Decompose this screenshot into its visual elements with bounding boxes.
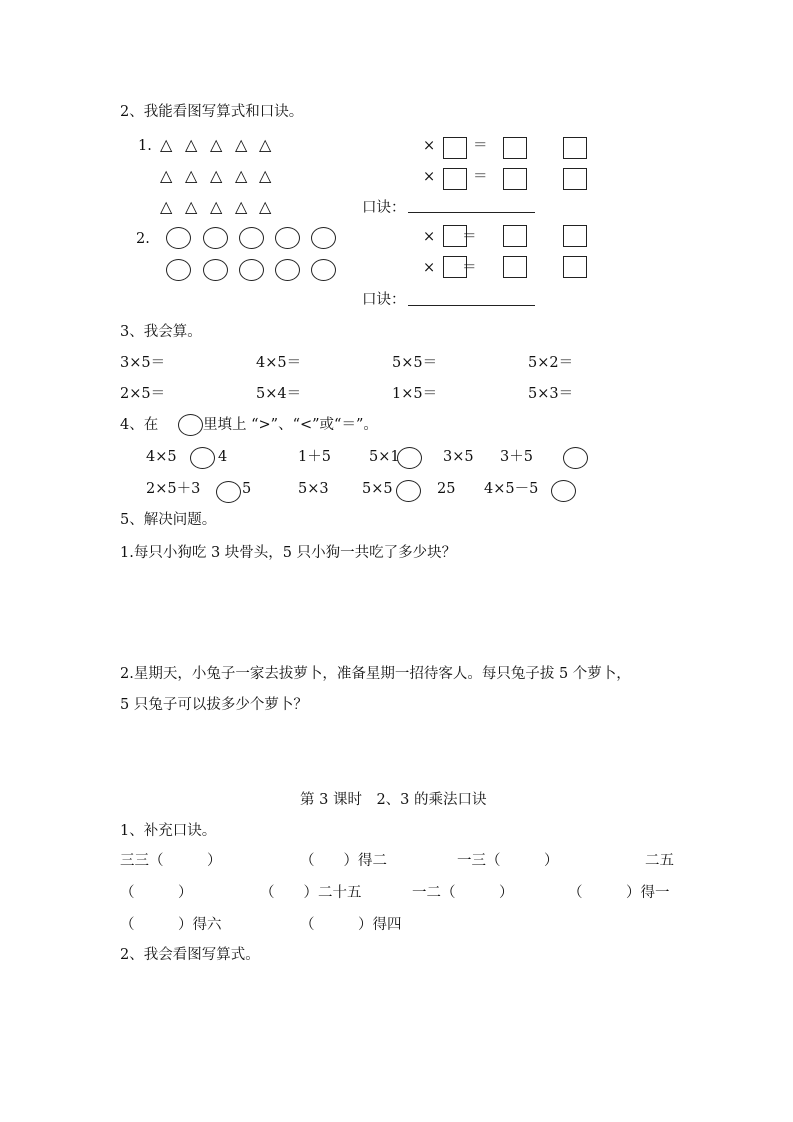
compare-operand: 4 bbox=[218, 449, 228, 465]
koujue-blank: （ ） bbox=[120, 885, 193, 901]
triangle-icon: △ bbox=[210, 135, 223, 154]
q4-heading-pre: 4、在 bbox=[120, 417, 159, 433]
koujue-blank: （ ）二十五 bbox=[260, 885, 362, 901]
times-sign: × bbox=[423, 169, 436, 185]
calc-item: 5×5＝ bbox=[392, 355, 438, 371]
circle-icon bbox=[275, 259, 300, 281]
q2-item2-number: 2. bbox=[136, 231, 150, 247]
compare-operand: 4×5－5 bbox=[484, 481, 539, 497]
compare-circle[interactable] bbox=[563, 447, 588, 469]
compare-circle[interactable] bbox=[551, 480, 576, 502]
equals-sign: ＝ bbox=[462, 260, 477, 276]
compare-operand: 5×1 bbox=[369, 449, 400, 465]
compare-circle[interactable] bbox=[397, 447, 422, 469]
q4-heading-post: 里填上 “>”、“<”或“＝”。 bbox=[203, 417, 378, 433]
times-sign: × bbox=[423, 229, 436, 245]
circle-icon bbox=[311, 259, 336, 281]
circle-icon bbox=[203, 227, 228, 249]
lesson-title: 第 3 课时 2、3 的乘法口诀 bbox=[300, 792, 487, 808]
compare-circle[interactable] bbox=[216, 481, 241, 503]
answer-box[interactable] bbox=[443, 168, 467, 190]
answer-box[interactable] bbox=[503, 137, 527, 159]
times-sign: × bbox=[423, 138, 436, 154]
compare-circle[interactable] bbox=[190, 447, 215, 469]
word-problem-2-line2: 5 只兔子可以拔多少个萝卜？ bbox=[120, 697, 308, 713]
koujue-blank: （ ）得一 bbox=[568, 885, 670, 901]
answer-box[interactable] bbox=[503, 225, 527, 247]
q3-heading: 3、我会算。 bbox=[120, 324, 202, 340]
circle-icon bbox=[275, 227, 300, 249]
triangle-icon: △ bbox=[259, 197, 272, 216]
answer-box[interactable] bbox=[563, 256, 587, 278]
compare-operand: 3×5 bbox=[443, 449, 474, 465]
circle-icon bbox=[203, 259, 228, 281]
calc-item: 5×4＝ bbox=[256, 386, 302, 402]
circle-icon bbox=[239, 259, 264, 281]
triangle-icon: △ bbox=[185, 135, 198, 154]
koujue-blank: 一二（ ） bbox=[412, 885, 514, 901]
answer-box[interactable] bbox=[443, 137, 467, 159]
koujue-blank: （ ）得六 bbox=[120, 917, 222, 933]
calc-item: 5×3＝ bbox=[528, 386, 574, 402]
answer-line[interactable] bbox=[408, 212, 535, 213]
answer-box[interactable] bbox=[503, 256, 527, 278]
triangle-icon: △ bbox=[185, 166, 198, 185]
answer-box[interactable] bbox=[563, 137, 587, 159]
compare-operand: 1＋5 bbox=[298, 449, 331, 465]
calc-item: 4×5＝ bbox=[256, 355, 302, 371]
word-problem-2-line1: 2.星期天，小兔子一家去拔萝卜，准备星期一招待客人。每只兔子拔 5 个萝卜， bbox=[120, 666, 631, 682]
circle-icon bbox=[166, 259, 191, 281]
answer-box[interactable] bbox=[503, 168, 527, 190]
compare-operand: 5 bbox=[242, 481, 252, 497]
answer-line[interactable] bbox=[408, 305, 535, 306]
triangle-icon: △ bbox=[185, 197, 198, 216]
q2-item1-number: 1. bbox=[138, 138, 152, 154]
triangle-icon: △ bbox=[259, 166, 272, 185]
triangle-icon: △ bbox=[160, 166, 173, 185]
calc-item: 2×5＝ bbox=[120, 386, 166, 402]
compare-operand: 2×5＋3 bbox=[146, 481, 201, 497]
triangle-icon: △ bbox=[160, 135, 173, 154]
compare-operand: 3＋5 bbox=[500, 449, 533, 465]
triangle-icon: △ bbox=[210, 197, 223, 216]
calc-item: 1×5＝ bbox=[392, 386, 438, 402]
koujue-blank: 三三（ ） bbox=[120, 853, 222, 869]
compare-operand: 5×5 bbox=[362, 481, 393, 497]
triangle-icon: △ bbox=[235, 135, 248, 154]
triangle-icon: △ bbox=[235, 166, 248, 185]
triangle-icon: △ bbox=[235, 197, 248, 216]
lesson-q1-heading: 1、补充口诀。 bbox=[120, 823, 217, 839]
answer-box[interactable] bbox=[563, 225, 587, 247]
q5-heading: 5、解决问题。 bbox=[120, 512, 217, 528]
calc-item: 5×2＝ bbox=[528, 355, 574, 371]
triangle-icon: △ bbox=[210, 166, 223, 185]
equals-sign: ＝ bbox=[473, 169, 488, 185]
triangle-icon: △ bbox=[259, 135, 272, 154]
word-problem-1: 1.每只小狗吃 3 块骨头，5 只小狗一共吃了多少块？ bbox=[120, 545, 457, 561]
koujue-blank: （ ）得四 bbox=[300, 917, 402, 933]
circle-icon bbox=[166, 227, 191, 249]
triangle-icon: △ bbox=[160, 197, 173, 216]
times-sign: × bbox=[423, 260, 436, 276]
circle-icon bbox=[311, 227, 336, 249]
compare-circle bbox=[178, 414, 203, 436]
lesson-q2-heading: 2、我会看图写算式。 bbox=[120, 947, 260, 963]
answer-box[interactable] bbox=[563, 168, 587, 190]
koujue-blank: 一三（ ） bbox=[457, 853, 559, 869]
compare-operand: 5×3 bbox=[298, 481, 329, 497]
koujue-label: 口诀： bbox=[362, 292, 406, 308]
compare-operand: 4×5 bbox=[146, 449, 177, 465]
koujue-label: 口诀： bbox=[362, 200, 406, 216]
compare-circle[interactable] bbox=[396, 480, 421, 502]
q2-heading: 2、我能看图写算式和口诀。 bbox=[120, 104, 304, 120]
equals-sign: ＝ bbox=[473, 138, 488, 154]
koujue-blank: 二五 bbox=[645, 853, 674, 869]
koujue-blank: （ ）得二 bbox=[300, 853, 387, 869]
compare-operand: 25 bbox=[437, 481, 456, 497]
calc-item: 3×5＝ bbox=[120, 355, 166, 371]
circle-icon bbox=[239, 227, 264, 249]
equals-sign: ＝ bbox=[462, 229, 477, 245]
